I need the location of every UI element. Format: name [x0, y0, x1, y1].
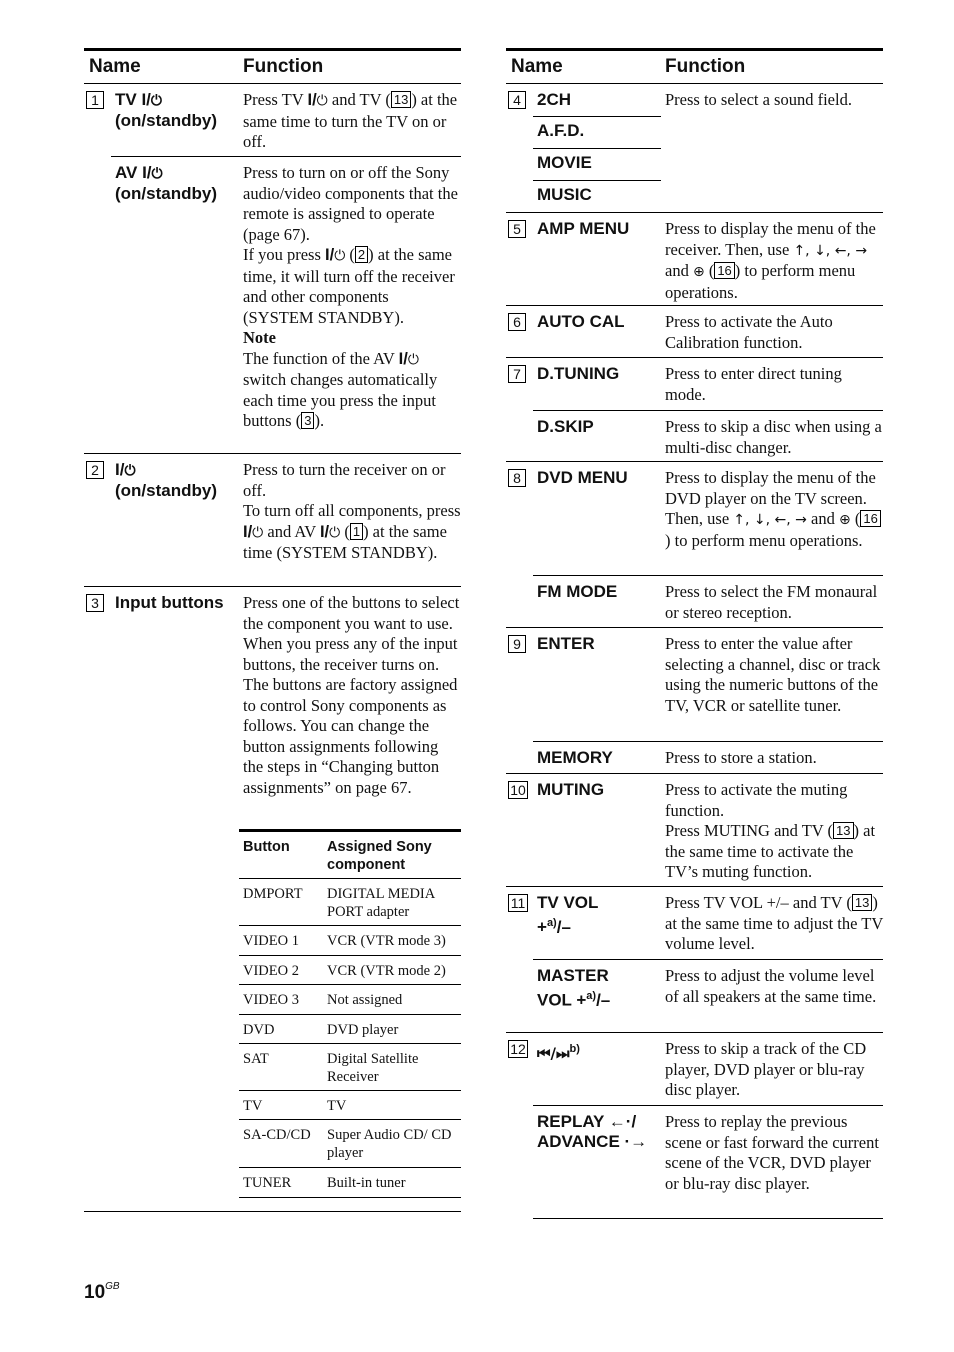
item-name: AUTO CAL — [537, 312, 625, 331]
ref-box: 13 — [833, 822, 853, 839]
ref-box: 3 — [301, 412, 314, 429]
ref-box: 1 — [350, 523, 363, 540]
item-number: 8 — [508, 469, 526, 487]
note-heading: Note — [243, 328, 276, 347]
item-name: I/⏻ (on/standby) — [115, 460, 217, 500]
item-name: MASTER VOL +$^{a)}$/– — [537, 966, 611, 1010]
item-function: Press to enter the value after selecting a channel, disc or track using the numeric buttons of the TV, VCR or satellite tuner. — [665, 634, 881, 715]
item-name: AMP MENU — [537, 219, 630, 238]
power-icon: ⏻ — [329, 524, 341, 541]
header-function: Function — [243, 56, 324, 77]
section-9 — [506, 628, 883, 774]
item-number: 9 — [508, 635, 526, 653]
item-function: Press to enter direct tuning mode. — [665, 364, 842, 404]
enter-dial-icon: ⊕ — [838, 512, 851, 528]
section-2 — [84, 454, 461, 587]
item-number: 4 — [508, 91, 526, 109]
power-icon: ⏻ — [150, 93, 162, 109]
table-row: VIDEO 3 Not assigned — [239, 985, 461, 1015]
item-function: Press to activate the Auto Calibration function. — [665, 312, 833, 352]
ref-box: 2 — [355, 246, 368, 263]
divider — [533, 180, 661, 181]
item-name: A.F.D. — [537, 121, 585, 140]
section-11 — [506, 887, 883, 1033]
item-number: 1 — [86, 91, 104, 109]
section-6 — [506, 306, 883, 358]
divider — [533, 116, 661, 117]
item-number: 11 — [508, 894, 528, 912]
section-3 — [84, 587, 461, 1212]
power-icon: ⏻ — [151, 166, 163, 182]
table-row: SAT Digital Satellite Receiver — [239, 1044, 461, 1091]
item-function: Press to select the FM monaural or stereo reception. — [665, 582, 878, 622]
item-function: Press to skip a track of the CD player, DVD player or blu-ray disc player. — [665, 1039, 867, 1099]
item-name: REPLAY ←·/ ADVANCE ·→ — [537, 1112, 648, 1151]
row-d-skip — [533, 410, 883, 462]
item-function: Press one of the buttons to select the component you want to use. When you press any of the input buttons, the receiver turns on. The buttons are factory assigned to control Sony components as follows. You can change the button assignments following the steps in “Changing button assignments” on page 67. — [243, 593, 460, 797]
row-av-standby — [111, 156, 461, 454]
item-name: DVD MENU — [537, 468, 628, 487]
row-fm-mode — [533, 575, 883, 628]
item-function: Press to store a station. — [665, 748, 817, 767]
row-enter — [506, 628, 883, 741]
item-name: TV I/⏻ (on/standby) — [115, 90, 217, 130]
power-icon: ⏻ — [334, 248, 346, 264]
table-row: DMPORT DIGITAL MEDIA PORT adapter — [239, 879, 461, 926]
item-number: 6 — [508, 313, 526, 331]
item-number: 5 — [508, 220, 526, 238]
row-memory — [533, 741, 883, 774]
section-12 — [506, 1033, 883, 1219]
item-function: Press TV I/⏻ and TV ( 13 ) at the same time to turn the TV on or off. — [243, 90, 458, 151]
item-name: FM MODE — [537, 582, 618, 601]
item-function: Press TV VOL +/– and TV ( 13 ) at the same time to adjust the TV volume level. — [665, 893, 883, 953]
table-row: VIDEO 1 VCR (VTR mode 3) — [239, 926, 461, 956]
enter-dial-icon: ⊕ — [692, 264, 705, 280]
right-table — [506, 48, 883, 1219]
divider — [533, 148, 661, 149]
item-function: Press to activate the muting function. Press MUTING and TV ( 13 ) at the same time to activate the TV’s muting function. — [665, 780, 876, 881]
item-number: 7 — [508, 365, 526, 383]
table-row: TV TV — [239, 1091, 461, 1120]
item-name: 2CH — [537, 90, 572, 109]
row-tv-standby — [84, 84, 461, 156]
table-row: VIDEO 2 VCR (VTR mode 2) — [239, 956, 461, 985]
arrow-icons: ↑, ↓, ←, → — [793, 242, 868, 259]
ref-box: 16 — [714, 262, 734, 279]
item-name: D.SKIP — [537, 417, 594, 436]
power-icon: ⏻ — [316, 93, 328, 109]
item-name: ⏮/⏭$^{b)}$ — [537, 1043, 580, 1063]
item-number: 12 — [508, 1040, 528, 1058]
item-function: Press to skip a disc when using a multi-disc changer. — [665, 417, 882, 457]
item-function: Press to adjust the volume level of all speakers at the same time. — [665, 966, 877, 1006]
row-tv-vol — [506, 887, 883, 959]
section-1 — [84, 84, 461, 454]
item-name: D.TUNING — [537, 364, 620, 383]
header-name: Name — [89, 56, 141, 77]
table-row: TUNER Built-in tuner — [239, 1168, 461, 1198]
item-name: MUTING — [537, 780, 605, 799]
item-number: 3 — [86, 594, 104, 612]
item-name: MOVIE — [537, 153, 592, 172]
section-8 — [506, 462, 883, 628]
power-icon: ⏻ — [124, 463, 136, 479]
item-name: MEMORY — [537, 748, 613, 767]
item-function: Press to turn on or off the Sony audio/video components that the remote is assigned to operate (page 67). If you press I/⏻ ( 2 ) at the same time, it will turn off the receiver and other components (SYSTEM STANDBY). Note The function of the AV I/⏻ switch changes automatically each time you press the input buttons ( 3 ). — [243, 163, 461, 432]
section-5 — [506, 213, 883, 306]
section-7 — [506, 358, 883, 462]
page-number: $10^{GB}$ — [84, 1281, 120, 1303]
item-function: Press to select a sound field. — [665, 90, 852, 109]
arrow-icons: ↑, ↓, ←, → — [733, 512, 807, 528]
item-function: Press to display the menu of the DVD player on the TV screen. Then, use ↑, ↓, ←, → and ⊕ ( 16) to perform menu operations. — [665, 468, 883, 551]
item-function: Press to display the menu of the receiver. Then, use ↑, ↓, ←, → and ⊕ ( 16 ) to perform menu operations. — [665, 219, 876, 302]
table-header — [506, 48, 883, 84]
ref-box: 13 — [852, 894, 872, 911]
table-header — [84, 48, 461, 84]
row-d-tuning — [506, 358, 883, 410]
row-replay-advance — [533, 1105, 883, 1219]
item-function: Press to replay the previous scene or fast forward the current scene of the VCR, DVD player or blu-ray disc player. — [665, 1112, 879, 1193]
item-name: MUSIC — [537, 185, 592, 204]
row-dvd-menu — [506, 462, 883, 575]
item-name: AV I/⏻ (on/standby) — [115, 163, 217, 203]
button-assignment-table — [239, 829, 461, 1198]
ref-box: 16 — [860, 510, 880, 527]
power-icon: ⏻ — [252, 524, 264, 541]
row-skip — [506, 1033, 883, 1105]
item-number: 10 — [508, 781, 528, 799]
table-head-row: Button Assigned Sony component — [239, 832, 461, 879]
table-row: DVD DVD player — [239, 1015, 461, 1044]
section-10 — [506, 774, 883, 887]
header-function: Function — [665, 56, 746, 77]
ref-box: 13 — [391, 91, 411, 108]
item-function: Press to turn the receiver on or off. To turn off all components, press I/⏻ and AV I/⏻ ( 1 ) at the same time (SYSTEM STANDBY). — [243, 460, 461, 562]
left-table — [84, 48, 461, 1212]
power-icon: ⏻ — [407, 351, 419, 368]
row-master-vol — [533, 959, 883, 1033]
header-name: Name — [511, 56, 563, 77]
item-number: 2 — [86, 461, 104, 479]
item-name: ENTER — [537, 634, 595, 653]
item-name: TV VOL +$^{a)}$/– — [537, 893, 599, 937]
item-name: Input buttons — [115, 593, 224, 612]
table-row: SA-CD/CD Super Audio CD/ CD player — [239, 1120, 461, 1168]
section-4 — [506, 84, 883, 213]
skip-icon: ⏮/⏭ — [537, 1044, 570, 1063]
